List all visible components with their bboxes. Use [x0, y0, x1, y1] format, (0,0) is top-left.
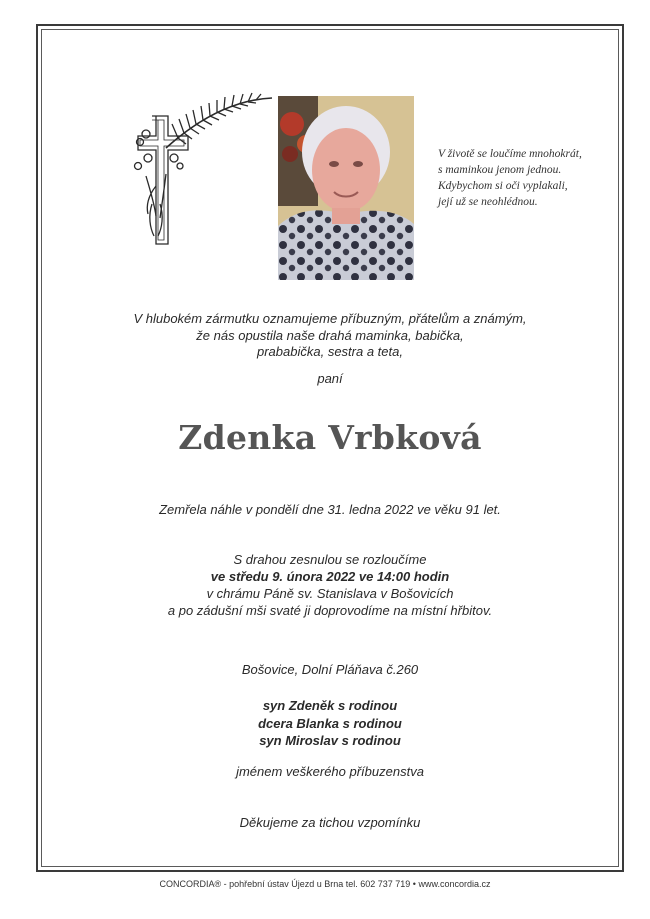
footer: CONCORDIA® - pohřební ústav Újezd u Brna tel. 602 737 719 • www.concordia.cz — [159, 879, 491, 889]
poem-line: její už se neohlédnou. — [438, 196, 538, 208]
funeral-line: a po zádušní mši svaté ji doprovodíme na místní hřbitov. — [167, 603, 493, 618]
relatives-note: jménem veškerého příbuzenstva — [236, 764, 424, 779]
intro-line: že nás opustila naše drahá maminka, babička, — [196, 327, 464, 343]
title-word: paní — [317, 371, 343, 386]
poem — [438, 146, 608, 210]
poem-line: V životě se loučíme mnohokrát, — [438, 148, 582, 160]
poem-line: s maminkou jenom jednou. — [438, 164, 562, 176]
address: Bošovice, Dolní Pláňava č.260 — [241, 662, 419, 677]
intro-line: prababička, sestra a teta, — [257, 344, 403, 359]
funeral-line: S drahou zesnulou se rozloučíme — [233, 552, 427, 567]
mourners-list — [41, 697, 619, 750]
portrait-photo — [278, 96, 414, 280]
intro-text — [41, 311, 619, 361]
thanks-note: Děkujeme za tichou vzpomínku — [239, 815, 421, 830]
cross-with-palm-icon — [126, 86, 276, 251]
mourner: syn Zdeněk s rodinou — [262, 698, 398, 713]
funeral-date: ve středu 9. února 2022 ve 14:00 hodin — [210, 569, 450, 584]
deceased-name: Zdenka Vrbková — [178, 418, 482, 457]
intro-line: V hlubokém zármutku oznamujeme příbuzným, přátelům a známým, — [133, 311, 527, 326]
mourner: syn Miroslav s rodinou — [259, 733, 401, 748]
poem-line: Kdybychom si oči vyplakali, — [438, 180, 568, 192]
death-notice: Zemřela náhle v pondělí dne 31. ledna 2022 ve věku 91 let. — [159, 502, 501, 517]
funeral-line: v chrámu Páně sv. Stanislava v Bošovicích — [206, 586, 454, 601]
funeral-info — [41, 551, 619, 619]
mourner: dcera Blanka s rodinou — [258, 715, 402, 731]
